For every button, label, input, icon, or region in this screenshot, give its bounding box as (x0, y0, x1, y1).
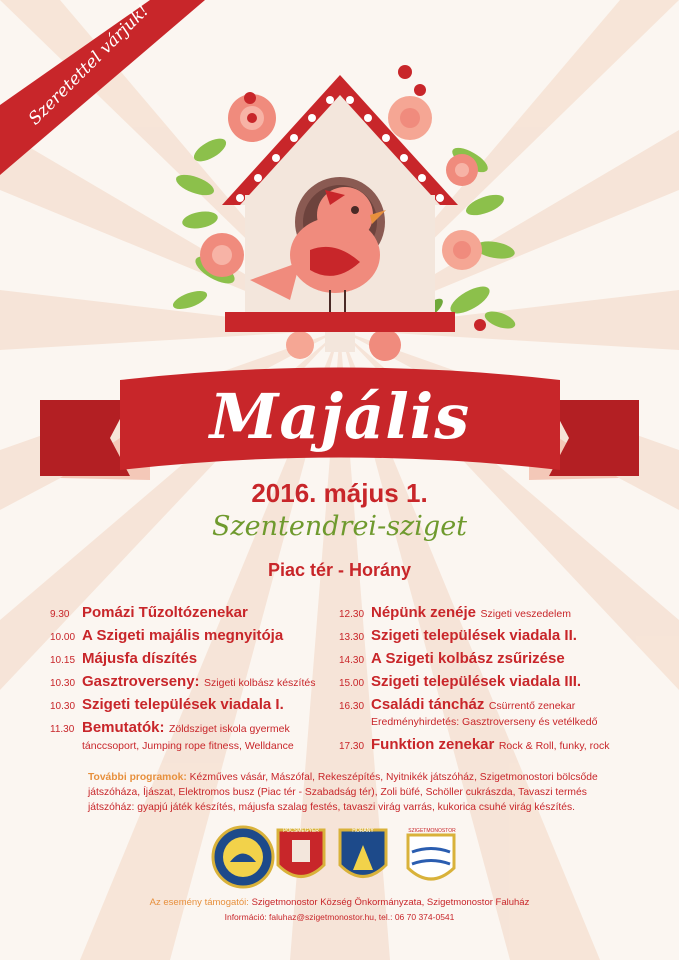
event-title: Majális (209, 380, 471, 453)
program-time: 10.30 (50, 701, 76, 712)
program-time: 11.30 (50, 724, 75, 735)
crest-1 (213, 827, 273, 887)
program-detail: Rock & Roll, funky, rock (498, 740, 610, 752)
program-detail: Csürrentő zenekar (488, 700, 576, 712)
program-name: Pomázi Tűzoltózenekar (82, 604, 248, 621)
program-detail: Szigeti kolbász készítés (204, 677, 316, 689)
program-detail-continued: tánccsoport, Jumping rope fitness, Welldance (82, 740, 294, 752)
program-name: Szigeti települések viadala II. (371, 627, 577, 644)
more-programs (88, 770, 608, 815)
program-name: Funktion zenekar (371, 736, 495, 753)
program-name: Májusfa díszítés (82, 650, 198, 667)
program-name: Szigeti települések viadala I. (82, 696, 284, 713)
program-item (339, 650, 565, 668)
program-item (339, 604, 571, 622)
program-name: A Szigeti majális megnyitója (82, 627, 284, 644)
sponsors-line (0, 897, 679, 908)
event-venue: Piac tér - Horány (267, 560, 412, 580)
program-detail: Szigeti veszedelem (480, 608, 571, 620)
program-item (50, 673, 315, 691)
program-item (339, 673, 581, 691)
program-name: Bemutatók: (82, 719, 165, 736)
sponsors-text: Szigetmonostor Község Önkormányzata, Szigetmonostor Faluház (251, 897, 530, 908)
program-item (50, 604, 248, 622)
program-time: 10.30 (50, 678, 76, 689)
crest-3 (340, 830, 386, 877)
program-item (50, 696, 284, 714)
corner-banner-text: Szeretettel várjuk! (24, 0, 154, 130)
program-name: A Szigeti kolbász zsűrizése (371, 650, 565, 667)
event-date: 2016. május 1. (251, 478, 428, 508)
crest-label-2: HORÁNY (352, 828, 374, 834)
crest-2 (278, 830, 324, 877)
more-programs-label: További programok: (88, 772, 187, 783)
program-item (339, 736, 609, 754)
more-programs-text: Kézműves vásár, Mászófal, Rekeszépítés, Nyitnikék játszóház, Szigetmonostori bölcsőde játszóháza, Íjászat, Elektromos busz (Piac tér - Szabadság tér), Zoli büfé, Schöller cukrászda, Tavaszi termés játszóház: gyapjú játék készítés, májusfa szalag festés, tavaszi virág varrás, kukorica csuhé virág készítés. (88, 772, 598, 813)
program-name: Gasztroverseny: (82, 673, 200, 690)
program-detail: Zöldsziget iskola gyermek (168, 723, 290, 735)
program-time: 16.30 (339, 701, 365, 712)
program-item (50, 650, 197, 668)
program-item (50, 719, 290, 737)
program-time: 9.30 (50, 609, 70, 620)
program-item (339, 627, 577, 645)
program-name: Szigeti települések viadala III. (371, 673, 582, 690)
program-detail-continued: Eredményhirdetés: Gasztroverseny és vetélkedő (371, 716, 598, 728)
crest-4 (408, 835, 454, 879)
program-item (339, 696, 575, 714)
program-time: 10.15 (50, 655, 76, 666)
program-time: 15.00 (339, 678, 365, 689)
program-name: Családi táncház (371, 696, 485, 713)
crest-label-1: POCSMEGYER (283, 828, 319, 834)
program-time: 12.30 (339, 609, 365, 620)
program-time: 13.30 (339, 632, 365, 643)
event-location: Szentendrei-sziget (211, 511, 468, 542)
program-time: 10.00 (50, 632, 76, 643)
crest-label-3: SZIGETMONOSTOR (408, 828, 456, 834)
info-line: Információ: faluhaz@szigetmonostor.hu, tel.: 06 70 374-0541 (224, 912, 455, 922)
program-time: 17.30 (339, 741, 365, 752)
program-item (50, 627, 283, 645)
program-name: Népünk zenéje (371, 604, 477, 621)
sponsors-label: Az esemény támogatói: (149, 897, 249, 908)
program-time: 14.30 (339, 655, 365, 666)
